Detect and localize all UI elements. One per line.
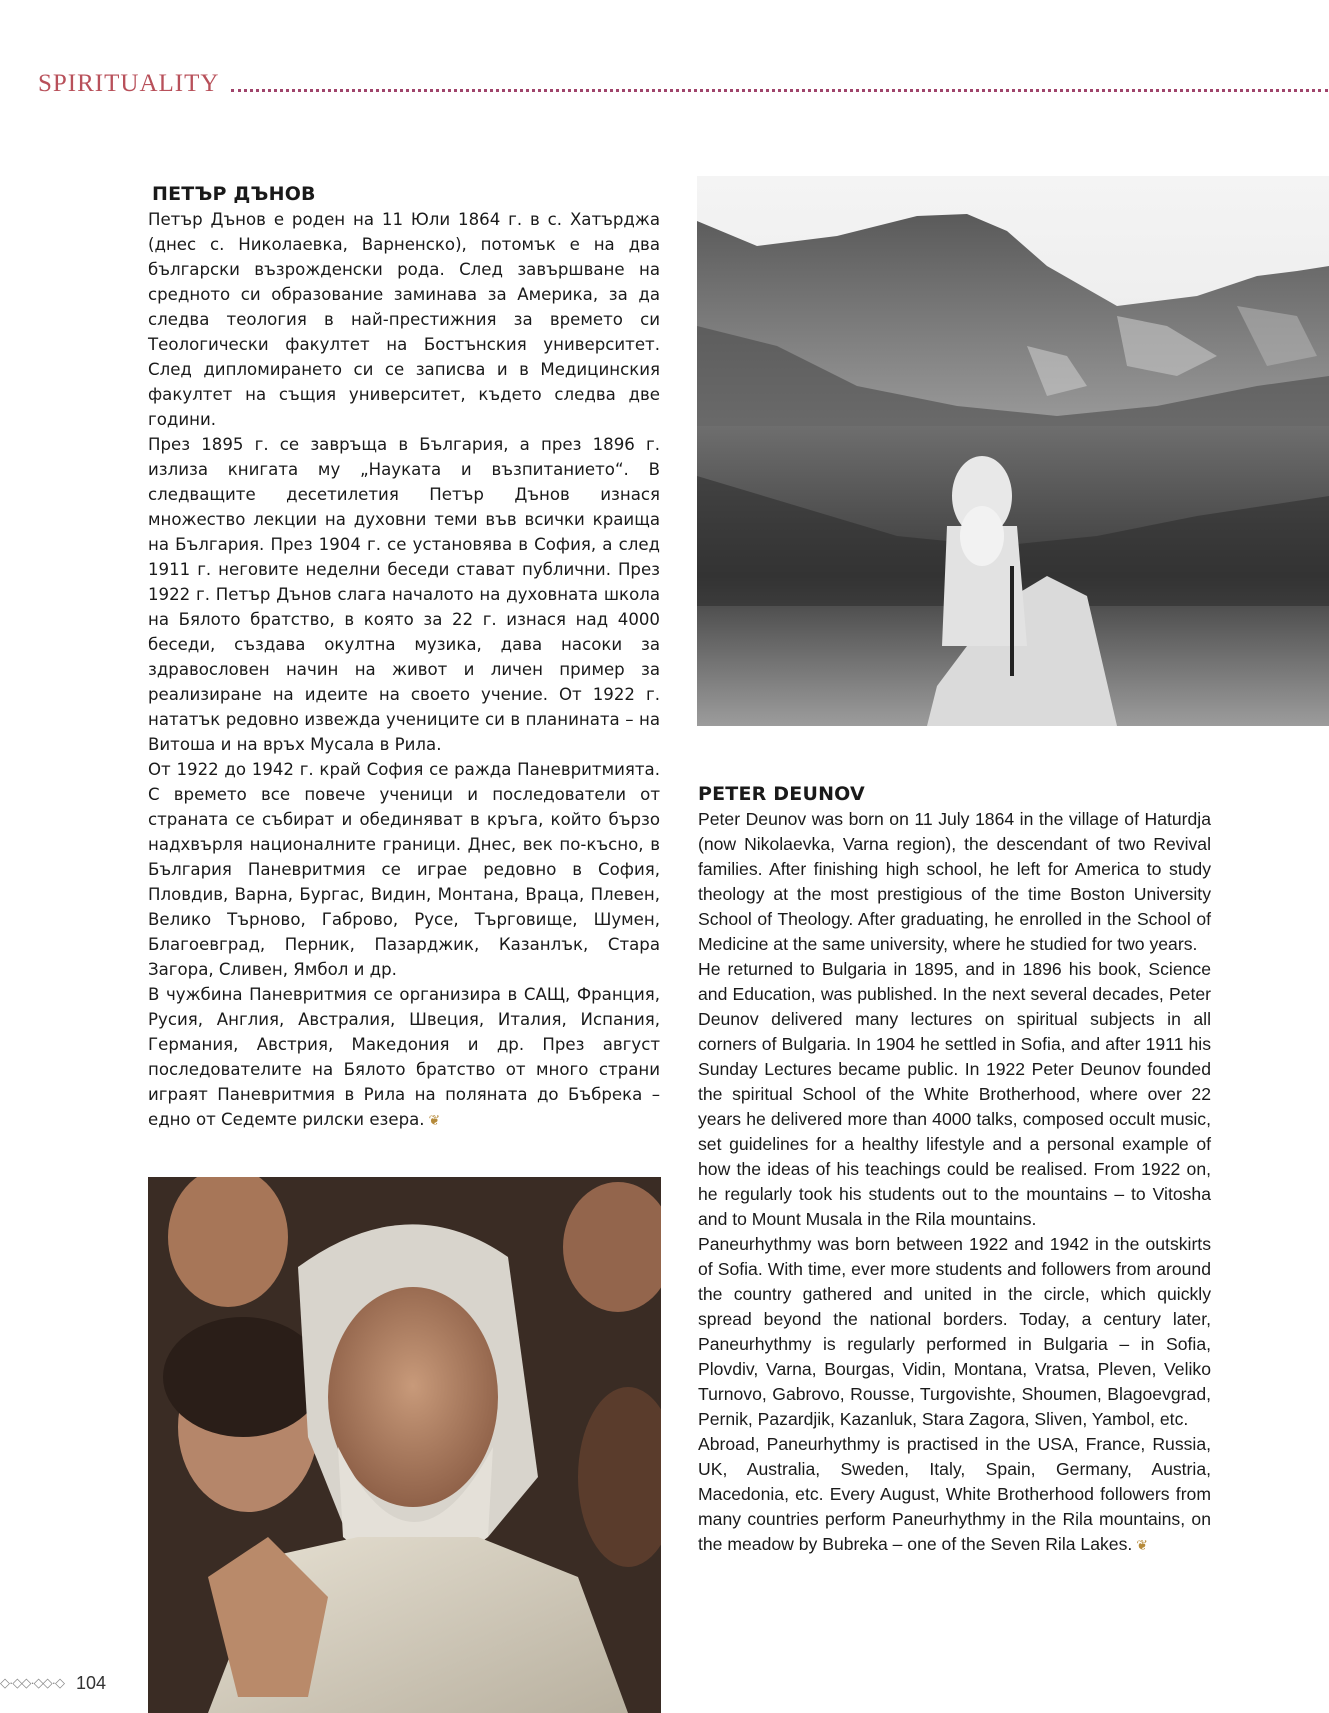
portrait-image xyxy=(148,1177,661,1713)
english-paragraph-4-text: Abroad, Paneurhythmy is practised in the USA, France, Russia, UK, Australia, Sweden, Italy, Spain, Germany, Austria, Macedonia, etc. Every August, White Brotherhood followers from many countries perform Paneurhythmy in the Rila mountains, on the meadow by Bubreka – one of the Seven Rila Lakes. xyxy=(698,1434,1211,1554)
section-title: SPIRITUALITY xyxy=(38,70,220,97)
page-footer xyxy=(0,1668,140,1698)
mountain-lake-image xyxy=(697,176,1329,726)
english-heading: PETER DEUNOV xyxy=(698,783,865,805)
bulgarian-paragraph-1: Петър Дънов е роден на 11 Юли 1864 г. в с. Хатърджа (днес с. Николаевка, Варненско), потомък е на два български възрожденски рода. След завършване на средното си образование заминава за Америка, за да следва теология в най-престижния за времето си Теологически факултет на Бостънския университет. След дипломирането си се записва и в Медицинския факултет на същия университет, където следва две години. xyxy=(148,210,660,429)
bulgarian-article xyxy=(148,183,660,1134)
end-of-article-icon: ❦ xyxy=(1136,1537,1148,1553)
english-article xyxy=(698,783,1211,1558)
english-paragraph-4 xyxy=(698,1432,1211,1558)
bulgarian-heading: ПЕТЪР ДЪНОВ xyxy=(152,183,316,205)
portrait-photo xyxy=(148,1177,661,1713)
english-paragraph-3: Paneurhythmy was born between 1922 and 1942 in the outskirts of Sofia. With time, ever more students and followers from around the country gathered and united in the circle, which quickly spread beyond the national borders. Today, a century later, Paneurhythmy is regularly performed in Bulgaria – in Sofia, Plovdiv, Varna, Bourgas, Vidin, Montana, Vratsa, Pleven, Veliko Turnovo, Gabrovo, Rousse, Turgovishte, Shoumen, Blagoevgrad, Pernik, Pazardjik, Kazanluk, Stara Zagora, Sliven, Yambol, etc. xyxy=(698,1234,1211,1429)
english-paragraph-1: Peter Deunov was born on 11 July 1864 in the village of Haturdja (now Nikolaevka, Varna region), the descendant of two Revival families. After finishing high school, he left for America to study theology at the most prestigious of the time Boston University School of Theology. After graduating, he enrolled in the School of Medicine at the same university, where he studied for two years. xyxy=(698,809,1211,954)
page-number: 104 xyxy=(75,1672,107,1693)
dotted-rule xyxy=(231,89,1328,92)
bulgarian-paragraph-4-text: В чужбина Паневритмия се организира в САЩ, Франция, Русия, Англия, Австралия, Швеция, Италия, Испания, Германия, Австрия, Македония и др. През август последователите на Бялото братство от много страни играят Паневритмия в Рила на поляната до Бъбрека – едно от Седемте рилски езера. xyxy=(148,985,660,1129)
footer-ornament: ◇·◇◇·◇◇·◇ xyxy=(0,1675,64,1690)
english-paragraph-2: He returned to Bulgaria in 1895, and in 1896 his book, Science and Education, was published. In the next several decades, Peter Deunov delivered many lectures on spiritual subjects in all corners of Bulgaria. In 1904 he settled in Sofia, and after 1911 his Sunday Lectures became public. In 1922 Peter Deunov founded the spiritual School of the White Brotherhood, where over 22 years he delivered more than 4000 talks, composed occult music, set guidelines for a healthy lifestyle and a personal example of how the ideas of his teachings could be realised. From 1922 on, he regularly took his students out to the mountains – to Vitosha and to Mount Musala in the Rila mountains. xyxy=(698,959,1211,1229)
bulgarian-paragraph-3: От 1922 до 1942 г. край София се ражда Паневритмията. С времето все повече ученици и последователи от страната се събират и обединяват в кръга, който бързо надхвърля националните граници. Днес, век по-късно, в България Паневритмия се играе редовно в София, Пловдив, Варна, Бургас, Видин, Монтана, Враца, Плевен, Велико Търново, Габрово, Русе, Търговище, Шумен, Благоевград, Перник, Пазарджик, Казанлък, Стара Загора, Сливен, Ямбол и др. xyxy=(148,760,660,979)
end-of-article-icon: ❦ xyxy=(428,1113,441,1129)
bulgarian-paragraph-4 xyxy=(148,982,660,1134)
section-header xyxy=(38,66,1328,96)
bulgarian-paragraph-2: През 1895 г. се завръща в България, а през 1896 г. излиза книгата му „Науката и възпитанието“. В следващите десетилетия Петър Дънов изнася множество лекции на духовни теми във всички краища на България. През 1904 г. се установява в София, а след 1911 г. неговите неделни беседи стават публични. През 1922 г. Петър Дънов слага началото на духовната школа на Бялото братство, в която за 22 г. изнася над 4000 беседи, създава окултна музика, дава насоки за здравословен начин на живот и личен пример за реализиране на идеите на своето учение. От 1922 г. нататък редовно извежда учениците си в планината – на Витоша и на връх Мусала в Рила. xyxy=(148,435,660,754)
mountain-lake-photo xyxy=(697,176,1329,726)
